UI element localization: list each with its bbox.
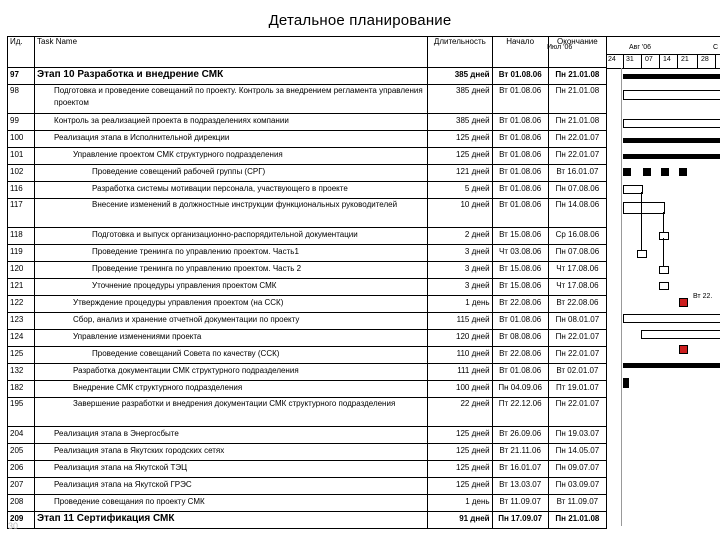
table-row[interactable] xyxy=(8,68,607,85)
gantt-day-5: 21 xyxy=(681,56,689,63)
row-id: 132 xyxy=(8,364,35,381)
row-end: Пн 14.08.06 xyxy=(548,199,606,228)
row-id: 121 xyxy=(8,279,35,296)
table-row[interactable] xyxy=(8,444,607,461)
gantt-month-current: Авг '06 xyxy=(629,44,652,51)
row-end: Пн 21.01.08 xyxy=(548,512,606,529)
row-id: 101 xyxy=(8,148,35,165)
row-start: Пт 22.12.06 xyxy=(492,398,548,427)
table-row[interactable] xyxy=(8,512,607,529)
row-end: Пн 22.01.07 xyxy=(548,131,606,148)
row-task-name: Проведение тренинга по управлению проектом. Часть1 xyxy=(35,245,428,262)
gantt-day-3: 07 xyxy=(645,56,653,63)
gantt-top-border xyxy=(607,36,720,37)
row-end: Пн 22.01.07 xyxy=(548,347,606,364)
row-duration: 91 дней xyxy=(428,512,492,529)
row-start: Вт 15.08.06 xyxy=(492,279,548,296)
row-task-name: Уточнение процедуры управления проектом СМК xyxy=(35,279,428,296)
row-duration: 385 дней xyxy=(428,85,492,114)
row-id: 117 xyxy=(8,199,35,228)
row-id: 123 xyxy=(8,313,35,330)
row-id: 100 xyxy=(8,131,35,148)
table-row[interactable] xyxy=(8,279,607,296)
row-start: Вт 08.08.06 xyxy=(492,330,548,347)
row-task-name: Подготовка и проведение совещаний по проекту. Контроль за внедрением регламента управления проектом xyxy=(35,85,428,114)
row-duration: 111 дней xyxy=(428,364,492,381)
table-row[interactable] xyxy=(8,461,607,478)
row-end: Пн 19.03.07 xyxy=(548,427,606,444)
table-row[interactable] xyxy=(8,330,607,347)
table-row[interactable] xyxy=(8,398,607,427)
row-start: Вт 01.08.06 xyxy=(492,165,548,182)
gantt-red-milestone xyxy=(679,298,688,307)
gantt-day-divider xyxy=(715,54,716,68)
row-duration: 10 дней xyxy=(428,199,492,228)
gantt-today-line xyxy=(621,68,622,526)
table-header-row xyxy=(8,37,607,68)
row-duration: 121 дней xyxy=(428,165,492,182)
row-start: Вт 01.08.06 xyxy=(492,131,548,148)
page-number: 30 xyxy=(8,521,19,531)
task-table xyxy=(7,36,607,529)
row-end: Чт 17.08.06 xyxy=(548,279,606,296)
row-end: Пн 08.01.07 xyxy=(548,313,606,330)
row-start: Вт 01.08.06 xyxy=(492,85,548,114)
table-row[interactable] xyxy=(8,228,607,245)
gantt-task-bar xyxy=(641,330,720,339)
row-end: Пн 09.07.07 xyxy=(548,461,606,478)
table-row[interactable] xyxy=(8,364,607,381)
row-end: Вт 11.09.07 xyxy=(548,495,606,512)
row-task-name: Управление проектом СМК структурного подразделения xyxy=(35,148,428,165)
gantt-red-milestone xyxy=(679,345,688,354)
row-end: Пн 03.09.07 xyxy=(548,478,606,495)
row-task-name: Проведение совещаний Совета по качеству (ССК) xyxy=(35,347,428,364)
gantt-task-bar xyxy=(659,266,669,274)
header-end: Окончание xyxy=(548,37,606,68)
row-id: 206 xyxy=(8,461,35,478)
row-duration: 22 дней xyxy=(428,398,492,427)
row-id: 209 xyxy=(8,512,35,529)
row-id: 207 xyxy=(8,478,35,495)
header-task-name: Task Name xyxy=(35,37,428,68)
row-duration: 3 дней xyxy=(428,262,492,279)
row-task-name: Реализация этапа на Якутской ТЭЦ xyxy=(35,461,428,478)
gantt-milestone xyxy=(623,168,631,176)
row-duration: 115 дней xyxy=(428,313,492,330)
gantt-day-4: 14 xyxy=(663,56,671,63)
row-end: Пн 07.08.06 xyxy=(548,182,606,199)
row-task-name: Разработка документации СМК структурного подразделения xyxy=(35,364,428,381)
row-task-name: Сбор, анализ и хранение отчетной документации по проекту xyxy=(35,313,428,330)
row-task-name: Утверждение процедуры управления проектом (на ССК) xyxy=(35,296,428,313)
row-task-name: Проведение совещений рабочей группы (СРГ) xyxy=(35,165,428,182)
row-task-name: Управление изменениями проекта xyxy=(35,330,428,347)
gantt-milestone-label: Вт 22. xyxy=(693,293,713,300)
row-id: 116 xyxy=(8,182,35,199)
row-duration: 5 дней xyxy=(428,182,492,199)
row-start: Вт 11.09.07 xyxy=(492,495,548,512)
row-duration: 125 дней xyxy=(428,427,492,444)
row-task-name: Завершение разработки и внедрения документации СМК структурного подразделения xyxy=(35,398,428,427)
gantt-day-divider xyxy=(659,54,660,68)
page-title: Детальное планирование xyxy=(268,12,452,29)
row-id: 99 xyxy=(8,114,35,131)
row-start: Вт 01.08.06 xyxy=(492,199,548,228)
row-id: 97 xyxy=(8,68,35,85)
row-end: Пт 19.01.07 xyxy=(548,381,606,398)
row-id: 208 xyxy=(8,495,35,512)
row-task-name: Реализация этапа в Якутских городских сетях xyxy=(35,444,428,461)
gantt-month-prev: Июл '06 xyxy=(547,44,573,51)
gantt-task-bar xyxy=(623,314,720,323)
row-task-name: Проведение тренинга по управлению проектом. Часть 2 xyxy=(35,262,428,279)
row-duration: 1 день xyxy=(428,495,492,512)
table-row[interactable] xyxy=(8,114,607,131)
gantt-task-bar xyxy=(623,90,720,100)
row-id: 118 xyxy=(8,228,35,245)
row-duration: 125 дней xyxy=(428,461,492,478)
gantt-task-bar xyxy=(623,119,720,128)
gantt-day-1: 24 xyxy=(608,56,616,63)
row-start: Вт 16.01.07 xyxy=(492,461,548,478)
row-id: 205 xyxy=(8,444,35,461)
gantt-day-divider xyxy=(677,54,678,68)
row-duration: 385 дней xyxy=(428,68,492,85)
table-row[interactable] xyxy=(8,347,607,364)
table-row[interactable] xyxy=(8,131,607,148)
gantt-header-bottom xyxy=(607,68,720,69)
header-start: Начало xyxy=(492,37,548,68)
row-id: 122 xyxy=(8,296,35,313)
row-id: 119 xyxy=(8,245,35,262)
row-duration: 120 дней xyxy=(428,330,492,347)
row-end: Чт 17.08.06 xyxy=(548,262,606,279)
table-row[interactable] xyxy=(8,296,607,313)
table-row[interactable] xyxy=(8,262,607,279)
table-row[interactable] xyxy=(8,478,607,495)
gantt-link xyxy=(663,238,664,266)
row-id: 124 xyxy=(8,330,35,347)
gantt-summary-bar xyxy=(623,363,720,368)
gantt-milestone xyxy=(679,168,687,176)
row-start: Чт 03.08.06 xyxy=(492,245,548,262)
table-row[interactable] xyxy=(8,182,607,199)
row-end: Пн 07.08.06 xyxy=(548,245,606,262)
row-duration: 125 дней xyxy=(428,148,492,165)
row-id: 120 xyxy=(8,262,35,279)
gantt-day-6: 28 xyxy=(701,56,709,63)
row-duration: 2 дней xyxy=(428,228,492,245)
row-end: Пн 22.01.07 xyxy=(548,148,606,165)
gantt-task-bar xyxy=(623,185,643,194)
header-id: Ид. xyxy=(8,37,35,68)
row-end: Пн 21.01.08 xyxy=(548,85,606,114)
table-row[interactable] xyxy=(8,148,607,165)
row-start: Вт 21.11.06 xyxy=(492,444,548,461)
row-start: Вт 15.08.06 xyxy=(492,228,548,245)
table-row[interactable] xyxy=(8,427,607,444)
row-task-name: Реализация этапа на Якутской ГРЭС xyxy=(35,478,428,495)
row-end: Пн 14.05.07 xyxy=(548,444,606,461)
row-task-name: Внесение изменений в должностные инструкции функциональных руководителей xyxy=(35,199,428,228)
row-end: Вт 22.08.06 xyxy=(548,296,606,313)
row-task-name: Реализация этапа в Исполнительной дирекции xyxy=(35,131,428,148)
row-start: Вт 01.08.06 xyxy=(492,182,548,199)
gantt-task-bar xyxy=(659,232,669,240)
gantt-summary-bar xyxy=(623,154,720,159)
gantt-task-bar xyxy=(659,282,669,290)
table-row[interactable] xyxy=(8,313,607,330)
row-start: Вт 22.08.06 xyxy=(492,296,548,313)
row-duration: 1 день xyxy=(428,296,492,313)
row-end: Пн 21.01.08 xyxy=(548,68,606,85)
row-task-name: Подготовка и выпуск организационно-распорядительной документации xyxy=(35,228,428,245)
row-id: 204 xyxy=(8,427,35,444)
row-start: Пн 04.09.06 xyxy=(492,381,548,398)
row-task-name: Реализация этапа в Энергосбыте xyxy=(35,427,428,444)
gantt-marker xyxy=(623,378,629,388)
header-duration: Длительность xyxy=(428,37,492,68)
gantt-task-bar xyxy=(623,202,665,214)
row-start: Вт 01.08.06 xyxy=(492,68,548,85)
gantt-link xyxy=(641,192,642,250)
row-id: 102 xyxy=(8,165,35,182)
table-row[interactable] xyxy=(8,85,607,114)
row-start: Вт 15.08.06 xyxy=(492,262,548,279)
gantt-summary-bar xyxy=(623,138,720,143)
table-row[interactable] xyxy=(8,381,607,398)
row-duration: 125 дней xyxy=(428,131,492,148)
row-id: 182 xyxy=(8,381,35,398)
gantt-link xyxy=(663,212,664,232)
gantt-day-divider xyxy=(697,54,698,68)
row-end: Пн 22.01.07 xyxy=(548,330,606,347)
row-id: 195 xyxy=(8,398,35,427)
gantt-milestone xyxy=(643,168,651,176)
gantt-month-next: С xyxy=(713,44,719,51)
row-task-name: Этап 10 Разработка и внедрение СМК xyxy=(35,68,428,85)
row-duration: 110 дней xyxy=(428,347,492,364)
row-start: Вт 26.09.06 xyxy=(492,427,548,444)
row-end: Пн 21.01.08 xyxy=(548,114,606,131)
row-start: Вт 13.03.07 xyxy=(492,478,548,495)
table-row[interactable] xyxy=(8,245,607,262)
row-duration: 125 дней xyxy=(428,444,492,461)
row-start: Вт 01.08.06 xyxy=(492,364,548,381)
gantt-day-2: 31 xyxy=(626,56,634,63)
row-task-name: Внедрение СМК структурного подразделения xyxy=(35,381,428,398)
row-task-name: Разработка системы мотивации персонала, участвующего в проекте xyxy=(35,182,428,199)
row-task-name: Проведение совещания по проекту СМК xyxy=(35,495,428,512)
row-end: Вт 02.01.07 xyxy=(548,364,606,381)
row-task-name: Контроль за реализацией проекта в подразделениях компании xyxy=(35,114,428,131)
row-start: Вт 01.08.06 xyxy=(492,313,548,330)
row-task-name: Этап 11 Сертификация СМК xyxy=(35,512,428,529)
row-end: Вт 16.01.07 xyxy=(548,165,606,182)
row-start: Вт 01.08.06 xyxy=(492,148,548,165)
row-duration: 125 дней xyxy=(428,478,492,495)
table-row[interactable] xyxy=(8,199,607,228)
gantt-day-divider xyxy=(641,54,642,68)
row-duration: 3 дней xyxy=(428,279,492,296)
table-row[interactable] xyxy=(8,495,607,512)
gantt-milestone xyxy=(661,168,669,176)
row-id: 125 xyxy=(8,347,35,364)
row-id: 98 xyxy=(8,85,35,114)
row-end: Пн 22.01.07 xyxy=(548,398,606,427)
row-start: Вт 22.08.06 xyxy=(492,347,548,364)
row-start: Вт 01.08.06 xyxy=(492,114,548,131)
gantt-summary-bar xyxy=(623,74,720,79)
row-duration: 385 дней xyxy=(428,114,492,131)
row-start: Пн 17.09.07 xyxy=(492,512,548,529)
gantt-task-bar xyxy=(637,250,647,258)
row-duration: 3 дней xyxy=(428,245,492,262)
row-duration: 100 дней xyxy=(428,381,492,398)
row-end: Ср 16.08.06 xyxy=(548,228,606,245)
table-row[interactable] xyxy=(8,165,607,182)
gantt-day-divider xyxy=(623,54,624,68)
